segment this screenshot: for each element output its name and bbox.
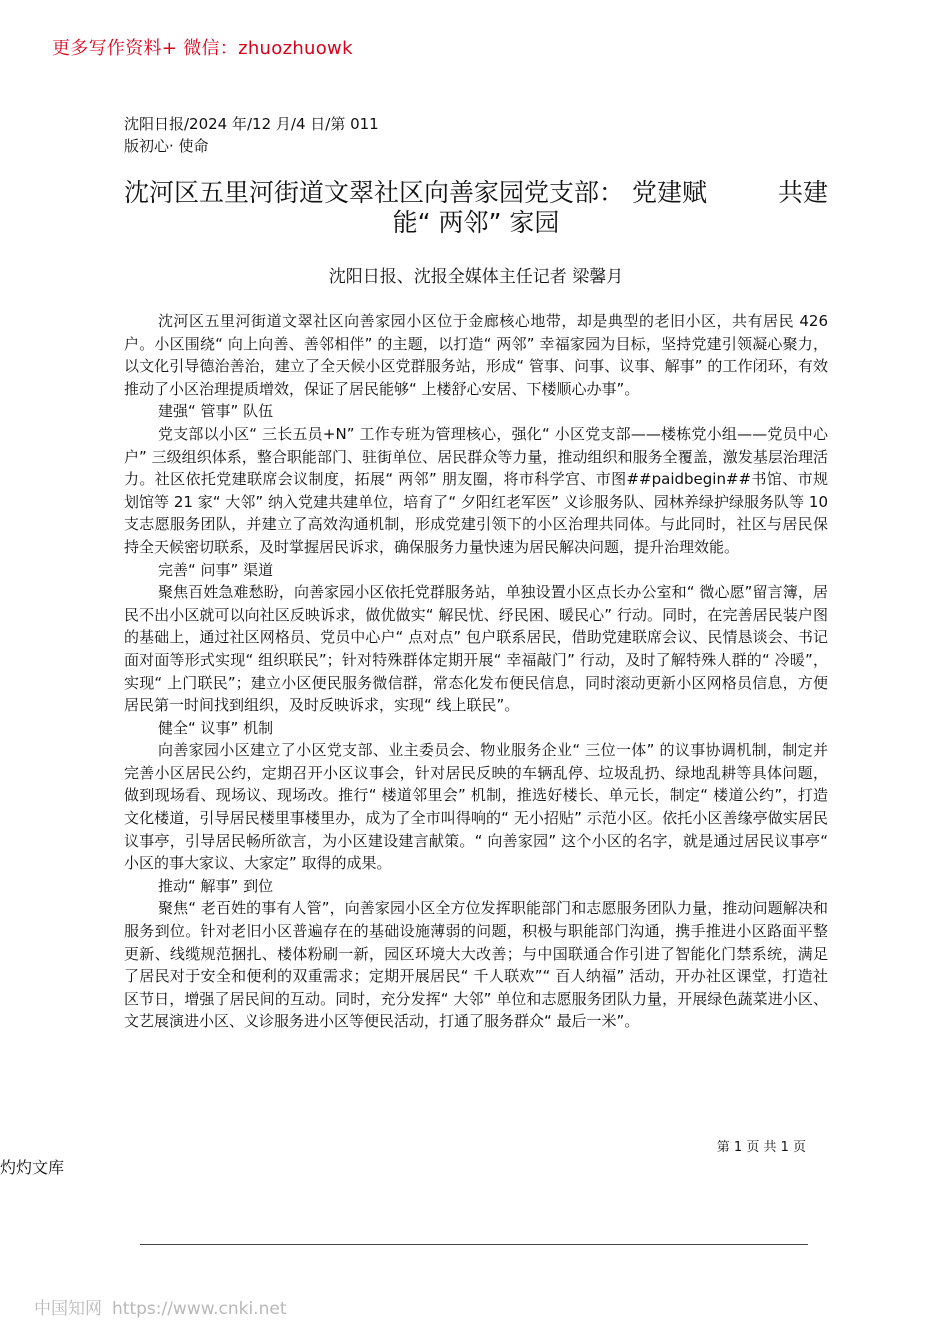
section-paragraph: 聚焦“ 老百姓的事有人管”，向善家园小区全方位发挥职能部门和志愿服务团队力量，推动问题解决和服务到位。针对老旧小区普遍存在的基础设施薄弱的问题，积极与职能部门沟通，携手推进小区路面平整更新、线缆规范捆扎、楼体粉刷一新，园区环境大大改善；与中国联通合作引进了智能化门禁系统，满足了居民对于安全和便利的双重需求；定期开展居民“ 千人联欢”“ 百人纳福” 活动，开办社区课堂，打造社区节日，增强了居民间的互动。同时，充分发挥“ 大邻” 单位和志愿服务团队力量，开展绿色蔬菜进小区、文艺展演进小区、义诊服务进小区等便民活动，打通了服务群众“ 最后一米”。 <box>124 899 828 1031</box>
watermark-url: https://www.cnki.net <box>112 1299 287 1319</box>
source-line: 沈阳日报/2024 年/12 月/4 日/第 011 <box>124 115 379 133</box>
footer-divider <box>140 1244 808 1245</box>
section-heading: 健全“ 议事” 机制 <box>158 718 274 737</box>
article-meta <box>124 113 379 157</box>
title-line1-right: 共建 <box>777 178 828 207</box>
section-heading: 建强“ 管事” 队伍 <box>158 402 274 421</box>
section-heading: 推动“ 解事” 到位 <box>158 876 274 895</box>
section-paragraph: 聚焦百姓急难愁盼，向善家园小区依托党群服务站，单独设置小区点长办公室和“ 微心愿”留言簿，居民不出小区就可以向社区反映诉求，做优做实“ 解民忧、纾民困、暖民心” 行动。同时，在完善居民装户图的基础上，通过社区网格员、党员中心户“ 点对点” 包户联系居民，借助党建联席会议、民情恳谈会、书记面对面等形式实现“ 组织联民”；针对特殊群体定期开展“ 幸福敲门” 行动，及时了解特殊人群的“ 冷暖”，实现“ 上门联民”；建立小区便民服务微信群，常态化发布便民信息，同时滚动更新小区网格员信息，方便居民第一时间找到组织，及时反映诉求，实现“ 线上联民”。 <box>124 583 828 715</box>
intro-paragraph: 沈河区五里河街道文翠社区向善家园小区位于金廊核心地带，却是典型的老旧小区，共有居民 426 户。小区围绕“ 向上向善、善邻相伴” 的主题，以打造“ 两邻” 幸福家园为目标，坚持党建引领凝心聚力，以文化引导德治善治，建立了全天候小区党群服务站，形成“ 管事、问事、议事、解事” 的工作闭环，有效推动了小区治理提质增效，保证了居民能够“ 上楼舒心安居、下楼顺心办事”。 <box>124 312 828 398</box>
article-body <box>124 310 828 1033</box>
page-number: 第 1 页 共 1 页 <box>716 1140 806 1155</box>
byline: 沈阳日报、沈报全媒体主任记者 梁馨月 <box>328 267 624 287</box>
promo-link[interactable]: 更多写作资料+ 微信：zhuozhuowk <box>52 38 353 59</box>
section-line: 版初心· 使命 <box>124 137 209 155</box>
section-heading: 完善“ 问事” 渠道 <box>158 560 274 579</box>
article-title <box>124 178 828 238</box>
section-paragraph: 党支部以小区“ 三长五员+N” 工作专班为管理核心，强化“ 小区党支部——楼栋党小组——党员中心户” 三级组织体系，整合职能部门、驻街单位、居民群众等力量，推动组织和服务全覆盖，激发基层治理活力。社区依托党建联席会议制度，拓展“ 两邻” 朋友圈，将市科学宫、市图##paidbegin##书馆、市规划馆等 21 家“ 大邻” 纳入党建共建单位，培育了“ 夕阳红老军医” 义诊服务队、园林养绿护绿服务队等 10 支志愿服务团队，并建立了高效沟通机制，形成党建引领下的小区治理共同体。与此同时，社区与居民保持全天候密切联系，及时掌握居民诉求，确保服务力量快速为居民解决问题，提升治理效能。 <box>124 424 828 556</box>
library-label: 灼灼文库 <box>0 1158 65 1177</box>
title-line2: 能“ 两邻” 家园 <box>392 208 560 237</box>
cnki-watermark <box>34 1294 286 1319</box>
title-line1-left: 沈河区五里河街道文翠社区向善家园党支部： 党建赋 <box>124 178 707 207</box>
watermark-name: 中国知网 <box>34 1299 102 1319</box>
section-paragraph: 向善家园小区建立了小区党支部、业主委员会、物业服务企业“ 三位一体” 的议事协调机制，制定并完善小区居民公约，定期召开小区议事会，针对居民反映的车辆乱停、垃圾乱扔、绿地乱耕等具体问题，做到现场看、现场议、现场改。推行“ 楼道邻里会” 机制，推选好楼长、单元长，制定“ 楼道公约”，打造文化楼道，引导居民楼里事楼里办，成为了全市叫得响的“ 无小招贴” 示范小区。依托小区善缘亭做实居民议事亭，引导居民畅所欲言，为小区建设建言献策。“ 向善家园” 这个小区的名字，就是通过居民议事亭“ 小区的事大家议、大家定” 取得的成果。 <box>124 741 828 873</box>
